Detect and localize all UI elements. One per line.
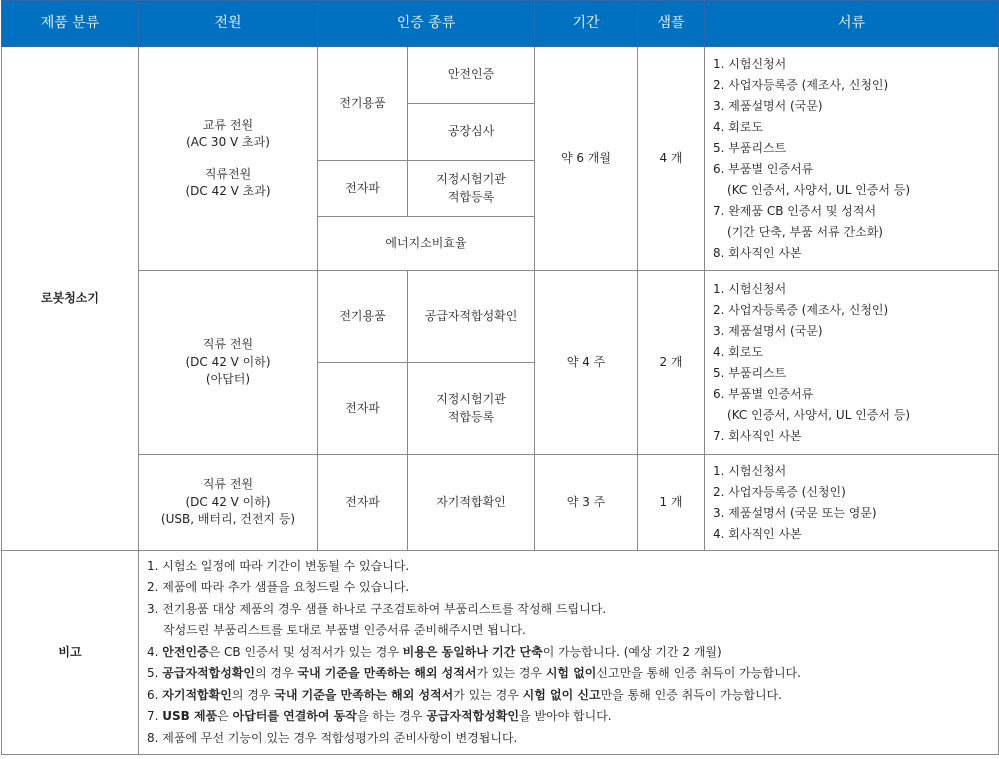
group2-period: 약 4 주 [535,271,638,455]
product-category-cell: 로봇청소기 [2,47,139,551]
group3-cert-self: 자기적합확인 [408,455,535,551]
group3-power: 직류 전원 (DC 42 V 이하) (USB, 배터리, 건전지 등) [139,455,318,551]
notes-content [139,551,999,755]
group2-cert-emc: 전자파 [318,363,408,455]
note-item: 작성드린 부품리스트를 토대로 부품별 인증서류 준비해주시면 됩니다. [163,623,526,638]
note-item: 2. 제품에 따라 추가 샘플을 요청드릴 수 있습니다. [147,580,410,595]
group1-cert-emc: 전자파 [318,161,408,217]
note-item: 6. 자기적합확인의 경우 국내 기준을 만족하는 해외 성적서가 있는 경우 시험 없이 신고만을 통해 인증 취득이 가능합니다. [147,687,782,702]
group1-cert-energy: 에너지소비효율 [318,217,535,271]
group2-cert-designated: 지정시험기관 적합등록 [408,363,535,455]
note-item: 7. USB 제품은 아답터를 연결하여 동작을 하는 경우 공급자적합성확인을 받아야 합니다. [147,709,612,724]
header-sample: 샘플 [638,1,705,47]
header-row [2,1,999,47]
group3-period: 약 3 주 [535,455,638,551]
group2-documents: 1. 시험신청서 2. 사업자등록증 (제조사, 신청인) 3. 제품설명서 (국문) 4. 회로도 5. 부품리스트 6. 부품별 인증서류 (KC 인증서, 사양서, UL 인증서 등) 7. 회사직인 사본 [705,271,999,455]
header-period: 기간 [535,1,638,47]
header-cert-type: 인증 종류 [318,1,535,47]
group2-sample: 2 개 [638,271,705,455]
note-item: 4. 안전인증은 CB 인증서 및 성적서가 있는 경우 비용은 동일하나 기간 단축이 가능합니다. (예상 기간 2 개월) [147,644,722,659]
group1-cert-factory: 공장심사 [408,104,535,161]
group1-sample: 4 개 [638,47,705,271]
group2-power: 직류 전원 (DC 42 V 이하) (아답터) [139,271,318,455]
notes-row [2,551,999,755]
note-item: 1. 시험소 일정에 따라 기간이 변동될 수 있습니다. [147,558,410,573]
note-item: 3. 전기용품 대상 제품의 경우 샘플 하나로 구조검토하여 부품리스트를 작성해 드립니다. [147,601,607,616]
group2-cert-electric: 전기용품 [318,271,408,363]
header-power: 전원 [139,1,318,47]
group1-cert-designated: 지정시험기관 적합등록 [408,161,535,217]
table-row [2,271,999,363]
group1-documents: 1. 시험신청서 2. 사업자등록증 (제조사, 신청인) 3. 제품설명서 (국문) 4. 회로도 5. 부품리스트 6. 부품별 인증서류 (KC 인증서, 사양서, UL 인증서 등) 7. 완제품 CB 인증서 및 성적서 (기간 단축, 부품 서류 간소화) 8. 회사직인 사본 [705,47,999,271]
table-row [2,47,999,104]
group3-sample: 1 개 [638,455,705,551]
group1-power: 교류 전원 (AC 30 V 초과) 직류전원 (DC 42 V 초과) [139,47,318,271]
note-item: 5. 공급자적합성확인의 경우 국내 기준을 만족하는 해외 성적서가 있는 경우 시험 없이신고만을 통해 인증 취득이 가능합니다. [147,666,801,681]
group1-period: 약 6 개월 [535,47,638,271]
notes-label-cell: 비고 [2,551,139,755]
header-documents: 서류 [705,1,999,47]
group2-cert-supplier: 공급자적합성확인 [408,271,535,363]
header-category: 제품 분류 [2,1,139,47]
group3-documents: 1. 시험신청서 2. 사업자등록증 (신청인) 3. 제품설명서 (국문 또는 영문) 4. 회사직인 사본 [705,455,999,551]
group1-cert-electric: 전기용품 [318,47,408,161]
note-item: 8. 제품에 무선 기능이 있는 경우 적합성평가의 준비사항이 변경됩니다. [147,730,518,745]
table-row [2,455,999,551]
certification-table [1,0,999,755]
group3-cert-emc: 전자파 [318,455,408,551]
group1-cert-safety: 안전인증 [408,47,535,104]
